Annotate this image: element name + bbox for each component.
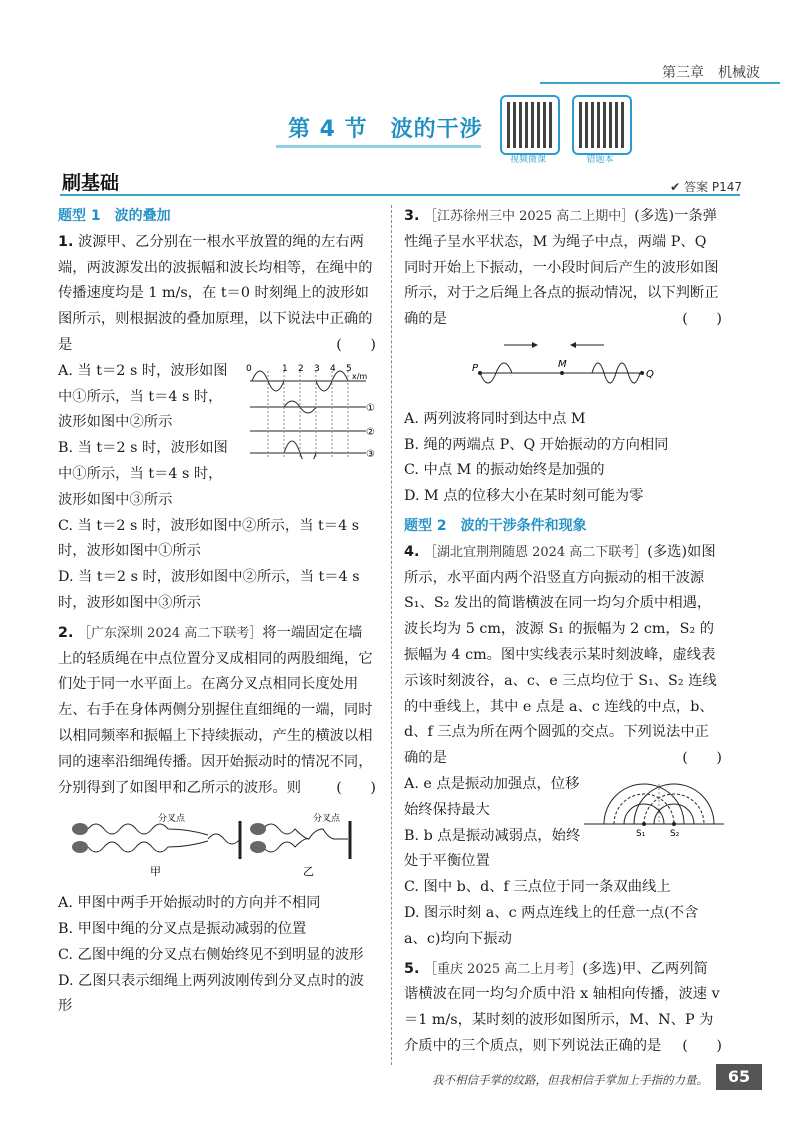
- q2-source: ［广东深圳 2024 高二下联考］: [77, 625, 263, 641]
- q1-option-b[interactable]: B. 当 t＝2 s 时，波形如图中①所示，当 t＝4 s 时，波形如图中③所示: [58, 440, 228, 508]
- q2-stem: 将一端固定在墙上的轻质绳在中点位置分叉成相同的两股细绳，它们处于同一水平面上。在离分叉点相同长度处用左、右手在身体两侧分别握住直细绳的一端，同时以相同频率和振幅上下持续振动，产生的横波以相同的速率沿细绳传播。因开始振动时的情况不同，分别得到了如图甲和乙所示的波形。则: [58, 624, 373, 796]
- q3-wave-figure: [404, 333, 704, 397]
- q1-tick-4: 4: [330, 363, 336, 374]
- q4-stem: (多选)如图所示，水平面内两个沿竖直方向振动的相干波源 S₁、S₂ 发出的简谐横波在同一均匀介质中相遇，波长均为 5 cm，波源 S₁ 的振幅为 2 cm，S₂ 的振幅为 4 cm。图中实线表示某时刻波峰，虚线表示该时刻波谷，a、c、e 三点均位于 S₁、S₂ 连线的中垂线上，其中 e 点是 a、c 连线的中点，b、d、f 三点为所在两个圆弧的交点。下列说法中正确的是: [404, 543, 717, 767]
- q3-option-c[interactable]: C. 中点 M 的振动始终是加强的: [404, 462, 605, 479]
- q4-label-s1: S₁: [636, 828, 646, 839]
- q4-option-d[interactable]: D. 图示时刻 a、c 两点连线上的任意一点(不含 a、c)均向下振动: [404, 904, 699, 947]
- q2-option-b[interactable]: B. 甲图中绳的分叉点是振动减弱的位置: [58, 920, 307, 937]
- q2-option-a[interactable]: A. 甲图中两手开始振动时的方向并不相同: [58, 895, 321, 912]
- q1-tick-0: 0: [246, 363, 252, 374]
- q3-option-a[interactable]: A. 两列波将同时到达中点 M: [404, 410, 586, 427]
- q4-option-a[interactable]: A. e 点是振动加强点，位移始终保持最大: [404, 775, 580, 818]
- column-divider: [391, 205, 392, 1065]
- q3-source: ［江苏徐州三中 2025 高二上期中］: [423, 209, 635, 224]
- brand-label: 刷基础: [62, 172, 120, 194]
- question-5: 5. ［重庆 2025 高二上月考］(多选)甲、乙两列简谐横波在同一均匀介质中沿 x 轴相向传播，波速 v＝1 m/s，某时刻的波形如图所示，M、N、P 为介质中的三个质点，则下列说法正确的是 ( ): [404, 957, 722, 1060]
- q1-tick-3: 3: [314, 363, 320, 374]
- page-number: 65: [716, 1064, 762, 1090]
- qr-label-mistakes: 错题本: [586, 155, 614, 165]
- q1-mark-2: ②: [366, 426, 375, 438]
- q3-label-p: P: [472, 362, 479, 374]
- q1-options: [58, 359, 376, 617]
- question-1: 1. 波源甲、乙分别在一根水平放置的绳的左右两端，两波源发出的波振幅和波长均相等，在绳中的传播速度均是 1 m/s，在 t＝0 时刻绳上的波形如图所示，则根据波的叠加原理，以下说法中正确的是 ( ): [58, 230, 376, 359]
- q4-source: ［湖北宜荆荆随恩 2024 高二下联考］: [423, 544, 648, 560]
- banner-divider: [60, 194, 740, 196]
- q1-tick-2: 2: [298, 363, 304, 374]
- q3-options: [404, 407, 722, 510]
- section-title: 第 4 节 波的干涉: [288, 117, 483, 142]
- question-type-1: 题型 1 波的叠加: [58, 208, 171, 224]
- qr-code-mistakes[interactable]: [572, 95, 632, 155]
- q5-stem: (多选)甲、乙两列简谐横波在同一均匀介质中沿 x 轴相向传播，波速 v＝1 m/s，某时刻的波形如图所示，M、N、P 为介质中的三个质点，则下列说法正确的是: [404, 960, 720, 1054]
- q1-wave-figure: [238, 359, 378, 459]
- q3-stem: (多选)一条弹性绳子呈水平状态，M 为绳子中点，两端 P、Q 同时开始上下振动，一小段时间后产生的波形如图所示，对于之后绳上各点的振动情况，以下判断正确的是: [404, 208, 719, 328]
- qr-code-video[interactable]: [500, 95, 560, 155]
- left-column: [58, 204, 376, 1020]
- section-underline: [276, 145, 481, 148]
- question-type-2: 题型 2 波的干涉条件和现象: [404, 517, 587, 534]
- q1-xlabel: x/m: [352, 371, 368, 381]
- q4-label-s2: S₂: [670, 828, 680, 839]
- footer-quote: 我不相信手掌的纹路，但我相信手掌加上手指的力量。: [432, 1073, 708, 1087]
- q3-label-q: Q: [646, 368, 654, 380]
- q4-option-c[interactable]: C. 图中 b、d、f 三点位于同一条双曲线上: [404, 879, 671, 896]
- q1-option-a[interactable]: A. 当 t＝2 s 时，波形如图中①所示，当 t＝4 s 时，波形如图中②所示: [58, 362, 228, 431]
- q1-stem: 波源甲、乙分别在一根水平放置的绳的左右两端，两波源发出的波振幅和波长均相等，在绳中的传播速度均是 1 m/s，在 t＝0 时刻绳上的波形如图所示，则根据波的叠加原理，以下说法中正确的是: [58, 233, 373, 353]
- qr-label-video: 视频微课: [509, 155, 546, 165]
- q3-answer-blank: ( ): [682, 311, 722, 328]
- q1-option-d[interactable]: D. 当 t＝2 s 时，波形如图中②所示，当 t＝4 s 时，波形如图中③所示: [58, 569, 360, 611]
- q1-tick-5: 5: [346, 363, 352, 374]
- q3-label-m: M: [558, 358, 567, 370]
- q1-mark-1: ①: [366, 402, 375, 414]
- q2-option-c[interactable]: C. 乙图中绳的分叉点右侧始终见不到明显的波形: [58, 946, 364, 963]
- answer-reference: ✔ 答案 P147: [670, 180, 742, 194]
- right-column: [404, 204, 722, 1060]
- q5-source: ［重庆 2025 高二上月考］: [423, 961, 583, 977]
- question-3: 3. ［江苏徐州三中 2025 高二上期中］(多选)一条弹性绳子呈水平状态，M 为绳子中点，两端 P、Q 同时开始上下振动，一小段时间后产生的波形如图所示，对于之后绳上各点的振动情况，以下判断正确的是 ( ): [404, 204, 722, 333]
- question-2: 2. ［广东深圳 2024 高二下联考］将一端固定在墙上的轻质绳在中点位置分叉成相同的两股细绳，它们处于同一水平面上。在离分叉点相同长度处用左、右手在身体两侧分别握住直细绳的一端，同时以相同频率和振幅上下持续振动，产生的横波以相同的速率沿细绳传播。因开始振动时的情况不同，分别得到了如图甲和乙所示的波形。则 ( ): [58, 621, 376, 802]
- chapter-title: 第三章 机械波: [662, 65, 760, 81]
- q1-mark-3: ③: [366, 448, 375, 459]
- q2-fork-label-2: 分叉点: [313, 814, 341, 825]
- q3-option-b[interactable]: B. 绳的两端点 P、Q 开始振动的方向相同: [404, 436, 669, 453]
- q4-answer-blank: ( ): [682, 750, 722, 767]
- q2-fork-label-1: 分叉点: [158, 814, 186, 825]
- q1-option-c[interactable]: C. 当 t＝2 s 时，波形如图中②所示，当 t＝4 s 时，波形如图中①所示: [58, 517, 360, 560]
- q2-answer-blank: ( ): [336, 779, 376, 796]
- question-4: 4. ［湖北宜荆荆随恩 2024 高二下联考］(多选)如图所示，水平面内两个沿竖直方向振动的相干波源 S₁、S₂ 发出的简谐横波在同一均匀介质中相遇，波长均为 5 cm，波源 S₁ 的振幅为 2 cm，S₂ 的振幅为 4 cm。图中实线表示某时刻波峰，虚线表示该时刻波谷，a、c、e 三点均位于 S₁、S₂ 连线的中垂线上，其中 e 点是 a、c 连线的中点，b、d、f 三点为所在两个圆弧的交点。下列说法中正确的是 ( ): [404, 540, 722, 772]
- q3-option-d[interactable]: D. M 点的位移大小在某时刻可能为零: [404, 488, 644, 505]
- q2-option-d[interactable]: D. 乙图只表示细绳上两列波刚传到分叉点时的波形: [58, 972, 364, 1015]
- q2-caption-2: 乙: [303, 865, 314, 879]
- q1-tick-1: 1: [282, 363, 288, 374]
- q2-caption-1: 甲: [150, 865, 161, 879]
- q1-answer-blank: ( ): [336, 336, 376, 353]
- q2-rope-figure: [58, 801, 358, 881]
- q4-interference-figure: [584, 776, 724, 840]
- q5-answer-blank: ( ): [682, 1037, 722, 1054]
- q2-options: [58, 891, 376, 1020]
- q4-option-b[interactable]: B. b 点是振动减弱点，始终处于平衡位置: [404, 827, 581, 870]
- header-divider: [540, 82, 780, 84]
- q4-options: [404, 772, 722, 953]
